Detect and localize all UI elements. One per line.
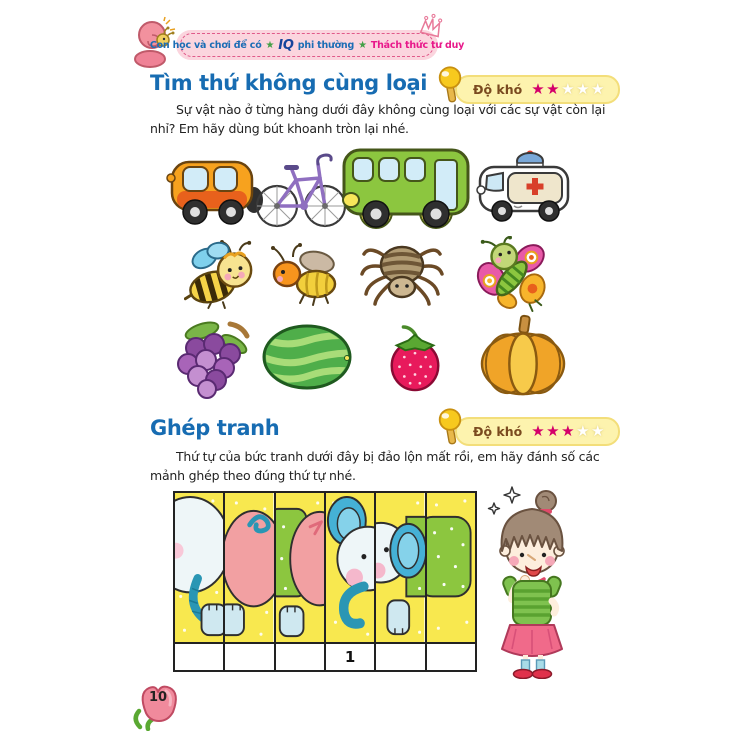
answer-cell-6[interactable] xyxy=(427,642,475,670)
difficulty-stars-empty: ★★ xyxy=(576,422,606,440)
answer-cell-3[interactable] xyxy=(276,642,324,670)
section-1-title: Tìm thứ không cùng loại xyxy=(150,71,428,95)
difficulty-stars-filled: ★★ xyxy=(531,80,562,98)
crown-icon xyxy=(414,10,448,42)
puzzle-piece-4 xyxy=(326,493,376,670)
pumpkin-image[interactable] xyxy=(476,313,570,397)
bicycle-image[interactable] xyxy=(252,148,350,232)
slogan xyxy=(149,33,465,57)
answer-cell-2[interactable] xyxy=(225,642,273,670)
ambulance-image[interactable] xyxy=(474,148,574,228)
star-icon: ★ xyxy=(265,39,275,51)
puzzle-piece-2 xyxy=(225,493,275,670)
butterfly-image[interactable] xyxy=(473,236,549,312)
difficulty-badge-2 xyxy=(436,408,620,452)
slogan-text: Thách thức tư duy xyxy=(370,39,465,51)
instruction-text-1: Sự vật nào ở từng hàng dưới đây không cùng loại với các sự vật còn lại nhỉ? Em hãy dùng bút khoanh tròn lại nhé. xyxy=(150,102,606,136)
puzzle-grid xyxy=(173,491,477,672)
instruction-text-2: Thứ tự của bức tranh dưới đây bị đảo lộn mất rồi, em hãy đánh số các mảnh ghép theo đúng thứ tự nhé. xyxy=(150,449,600,483)
puzzle-piece-5 xyxy=(376,493,426,670)
difficulty-label: Độ khó xyxy=(473,424,523,439)
sparkles-icon xyxy=(489,487,521,514)
watermelon-image[interactable] xyxy=(260,320,354,392)
section-2-title: Ghép tranh xyxy=(150,416,280,440)
answer-cell-4[interactable]: 1 xyxy=(326,642,374,670)
difficulty-stars-empty: ★★★ xyxy=(561,80,606,98)
bee-image[interactable] xyxy=(184,238,258,310)
header-banner xyxy=(149,30,465,60)
page-number: 10 xyxy=(148,690,168,705)
answer-cell-1[interactable] xyxy=(175,642,223,670)
bell-icon xyxy=(436,66,464,110)
puzzle-piece-1 xyxy=(175,493,225,670)
answer-cell-5[interactable] xyxy=(376,642,424,670)
slogan-text: phi thường xyxy=(297,39,355,51)
bus-image[interactable] xyxy=(340,142,472,230)
star-icon: ★ xyxy=(358,39,367,51)
bell-icon xyxy=(436,408,464,452)
difficulty-label: Độ khó xyxy=(473,82,523,97)
grapes-image[interactable] xyxy=(170,316,258,400)
iq-logo: IQ xyxy=(278,37,294,53)
strawberry-image[interactable] xyxy=(383,323,447,395)
puzzle-piece-6 xyxy=(427,493,475,670)
page-number-flower xyxy=(132,681,186,731)
girl-illustration xyxy=(482,483,582,679)
spider-image[interactable] xyxy=(360,238,444,310)
puzzle-piece-3 xyxy=(276,493,326,670)
fly-image[interactable] xyxy=(270,243,346,307)
difficulty-stars-filled: ★★★ xyxy=(531,422,577,440)
slogan-text: Con học và chơi để có xyxy=(149,39,262,51)
